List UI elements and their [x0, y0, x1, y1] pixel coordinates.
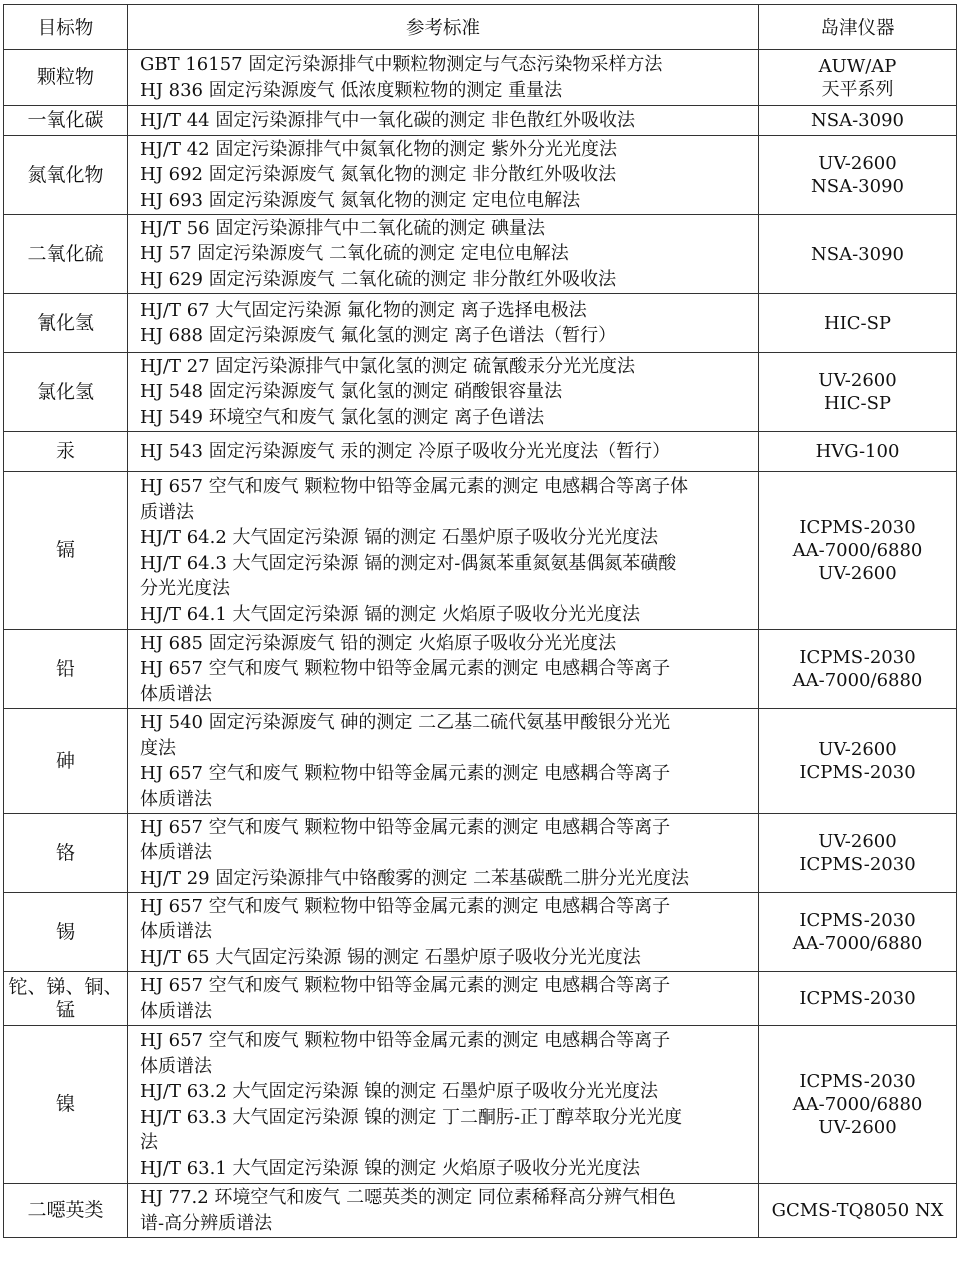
standard-line: HJ 629 固定污染源废气 二氧化硫的测定 非分散红外吸收法 — [140, 268, 617, 290]
instrument-line: HIC-SP — [823, 393, 892, 414]
table-row — [4, 136, 957, 215]
instrument-line: ICPMS-2030 — [799, 988, 916, 1009]
instrument-line: 天平系列 — [821, 78, 894, 100]
instrument-cell — [759, 50, 957, 106]
target-cell: 汞 — [4, 432, 128, 472]
standards-table-frame — [3, 4, 956, 1252]
target-cell: 氯化氢 — [4, 353, 128, 432]
instrument-line: UV-2600 — [818, 739, 897, 760]
table-header-row — [4, 5, 957, 50]
instrument-line: HVG-100 — [815, 441, 900, 462]
standard-line: HJ 657 空气和废气 颗粒物中铅等金属元素的测定 电感耦合等离子 — [140, 895, 671, 917]
instrument-line: GCMS-TQ8050 NX — [771, 1200, 944, 1221]
standard-cell — [128, 353, 759, 432]
standard-line: HJ 657 空气和废气 颗粒物中铅等金属元素的测定 电感耦合等离子 — [140, 816, 671, 838]
standard-line: 分光光度法 — [140, 578, 230, 599]
table-row — [4, 1184, 957, 1238]
target-cell: 二氧化硫 — [4, 215, 128, 294]
target-cell: 一氧化碳 — [4, 106, 128, 136]
table-row — [4, 472, 957, 630]
instrument-line: AA-7000/6880 — [792, 1094, 923, 1115]
standards-table — [3, 4, 957, 1238]
standard-cell — [128, 1184, 759, 1238]
standard-line: HJ/T 64.2 大气固定污染源 镉的测定 石墨炉原子吸收分光光度法 — [140, 527, 658, 548]
header-instrument: 岛津仪器 — [759, 5, 957, 50]
instrument-cell — [759, 630, 957, 709]
standard-line: HJ 657 空气和废气 颗粒物中铅等金属元素的测定 电感耦合等离子 — [140, 763, 671, 784]
instrument-cell — [759, 1184, 957, 1238]
instrument-line: UV-2600 — [818, 831, 897, 852]
standard-line: HJ 685 固定污染源废气 铅的测定 火焰原子吸收分光光度法 — [140, 632, 617, 654]
standard-line: 体质谱法 — [140, 921, 212, 943]
table-row — [4, 353, 957, 432]
standard-line: HJ/T 64.1 大气固定污染源 镉的测定 火焰原子吸收分光光度法 — [140, 603, 640, 625]
instrument-line: ICPMS-2030 — [799, 910, 916, 931]
table-body — [4, 50, 957, 1238]
table-row — [4, 294, 957, 353]
instrument-line: AA-7000/6880 — [792, 540, 923, 561]
instrument-line: AA-7000/6880 — [792, 670, 923, 691]
standard-cell — [128, 709, 759, 814]
standard-line: HJ/T 56 固定污染源排气中二氧化硫的测定 碘量法 — [140, 217, 546, 239]
instrument-cell — [759, 294, 957, 353]
standard-line: GBT 16157 固定污染源排气中颗粒物测定与气态污染物采样方法 — [140, 54, 663, 75]
standard-cell — [128, 1026, 759, 1184]
target-cell: 锡 — [4, 893, 128, 972]
standard-line: HJ 540 固定污染源废气 砷的测定 二乙基二硫代氨基甲酸银分光光 — [140, 712, 671, 733]
instrument-cell — [759, 136, 957, 215]
instrument-cell — [759, 893, 957, 972]
table-row — [4, 50, 957, 106]
standard-cell — [128, 972, 759, 1026]
standard-line: 体质谱法 — [140, 788, 212, 810]
standard-line: HJ 836 固定污染源废气 低浓度颗粒物的测定 重量法 — [140, 79, 563, 101]
target-cell: 氮氧化物 — [4, 136, 128, 215]
standard-cell — [128, 215, 759, 294]
instrument-cell — [759, 432, 957, 472]
instrument-line: UV-2600 — [818, 153, 897, 174]
standard-line: 度法 — [140, 737, 176, 759]
standard-line: HJ/T 27 固定污染源排气中氯化氢的测定 硫氰酸汞分光光度法 — [140, 355, 636, 377]
instrument-cell — [759, 106, 957, 136]
standard-line: HJ 543 固定污染源废气 汞的测定 冷原子吸收分光光度法（暂行） — [140, 440, 671, 462]
standard-line: HJ/T 65 大气固定污染源 锡的测定 石墨炉原子吸收分光光度法 — [140, 946, 641, 968]
standard-cell — [128, 136, 759, 215]
target-cell: 铊、锑、铜、锰 — [4, 972, 128, 1026]
standard-line: HJ 57 固定污染源废气 二氧化硫的测定 定电位电解法 — [140, 243, 569, 265]
standard-line: HJ/T 63.3 大气固定污染源 镍的测定 丁二酮肟-正丁醇萃取分光光度 — [140, 1106, 683, 1128]
standard-line: HJ/T 42 固定污染源排气中氮氧化物的测定 紫外分光光度法 — [140, 138, 618, 160]
table-row — [4, 630, 957, 709]
standard-line: 质谱法 — [140, 501, 194, 523]
instrument-line: UV-2600 — [818, 1117, 897, 1138]
target-cell: 二噁英类 — [4, 1184, 128, 1238]
instrument-cell — [759, 709, 957, 814]
target-cell: 氰化氢 — [4, 294, 128, 353]
target-cell: 砷 — [4, 709, 128, 814]
standard-line: 体质谱法 — [140, 842, 212, 864]
header-target: 目标物 — [4, 5, 128, 50]
standard-line: HJ 657 空气和废气 颗粒物中铅等金属元素的测定 电感耦合等离子体 — [140, 476, 689, 497]
table-row — [4, 432, 957, 472]
instrument-line: UV-2600 — [818, 563, 897, 584]
standard-cell — [128, 50, 759, 106]
standard-line: HJ/T 67 大气固定污染源 氟化物的测定 离子选择电极法 — [140, 299, 587, 321]
standard-cell — [128, 106, 759, 136]
table-row — [4, 106, 957, 136]
target-cell: 颗粒物 — [4, 50, 128, 106]
instrument-cell — [759, 353, 957, 432]
instrument-cell — [759, 472, 957, 630]
target-cell: 镉 — [4, 472, 128, 630]
instrument-line: NSA-3090 — [811, 110, 904, 131]
table-row — [4, 893, 957, 972]
standard-line: HJ/T 63.2 大气固定污染源 镍的测定 石墨炉原子吸收分光光度法 — [140, 1081, 658, 1102]
standard-line: HJ 548 固定污染源废气 氯化氢的测定 硝酸银容量法 — [140, 381, 563, 403]
target-cell: 铬 — [4, 814, 128, 893]
header-standard: 参考标准 — [128, 5, 759, 50]
table-row — [4, 1026, 957, 1184]
instrument-line: NSA-3090 — [811, 176, 904, 197]
instrument-cell — [759, 972, 957, 1026]
instrument-cell — [759, 215, 957, 294]
standard-line: HJ 688 固定污染源废气 氟化氢的测定 离子色谱法（暂行） — [140, 325, 617, 346]
standard-cell — [128, 630, 759, 709]
standard-cell — [128, 294, 759, 353]
instrument-line: ICPMS-2030 — [799, 517, 916, 538]
instrument-line: ICPMS-2030 — [799, 854, 916, 875]
standard-line: HJ 657 空气和废气 颗粒物中铅等金属元素的测定 电感耦合等离子 — [140, 1030, 671, 1051]
instrument-line: AUW/AP — [818, 55, 897, 77]
standard-line: HJ 693 固定污染源废气 氮氧化物的测定 定电位电解法 — [140, 189, 581, 211]
instrument-cell — [759, 814, 957, 893]
table-row — [4, 215, 957, 294]
instrument-line: ICPMS-2030 — [799, 762, 916, 783]
table-row — [4, 709, 957, 814]
instrument-line: ICPMS-2030 — [799, 1071, 916, 1092]
target-cell: 镍 — [4, 1026, 128, 1184]
instrument-line: HIC-SP — [823, 312, 892, 334]
standard-line: 体质谱法 — [140, 683, 212, 705]
standard-line: HJ 549 环境空气和废气 氯化氢的测定 离子色谱法 — [140, 406, 545, 428]
standard-line: HJ 657 空气和废气 颗粒物中铅等金属元素的测定 电感耦合等离子 — [140, 658, 671, 680]
standard-line: 体质谱法 — [140, 1055, 212, 1077]
instrument-line: UV-2600 — [818, 370, 897, 391]
standard-line: HJ/T 29 固定污染源排气中铬酸雾的测定 二苯基碳酰二肼分光光度法 — [140, 867, 690, 889]
instrument-line: NSA-3090 — [811, 243, 904, 265]
standard-cell — [128, 432, 759, 472]
standard-line: HJ/T 44 固定污染源排气中一氧化碳的测定 非色散红外吸收法 — [140, 109, 636, 131]
standard-line: 法 — [140, 1132, 158, 1153]
standard-line: HJ 692 固定污染源废气 氮氧化物的测定 非分散红外吸收法 — [140, 164, 617, 186]
standard-line: HJ 77.2 环境空气和废气 二噁英类的测定 同位素稀释高分辨气相色 — [140, 1187, 676, 1208]
standard-line: HJ/T 63.1 大气固定污染源 镍的测定 火焰原子吸收分光光度法 — [140, 1157, 640, 1179]
target-cell: 铅 — [4, 630, 128, 709]
table-row — [4, 814, 957, 893]
standard-cell — [128, 814, 759, 893]
standard-line: 体质谱法 — [140, 1000, 212, 1022]
instrument-line: ICPMS-2030 — [799, 647, 916, 668]
table-row — [4, 972, 957, 1026]
standard-line: HJ 657 空气和废气 颗粒物中铅等金属元素的测定 电感耦合等离子 — [140, 975, 671, 996]
standard-cell — [128, 472, 759, 630]
standard-line: 谱-高分辨质谱法 — [140, 1212, 273, 1234]
standard-cell — [128, 893, 759, 972]
instrument-cell — [759, 1026, 957, 1184]
instrument-line: AA-7000/6880 — [792, 933, 923, 954]
standard-line: HJ/T 64.3 大气固定污染源 镉的测定对-偶氮苯重氮氨基偶氮苯磺酸 — [140, 552, 677, 574]
